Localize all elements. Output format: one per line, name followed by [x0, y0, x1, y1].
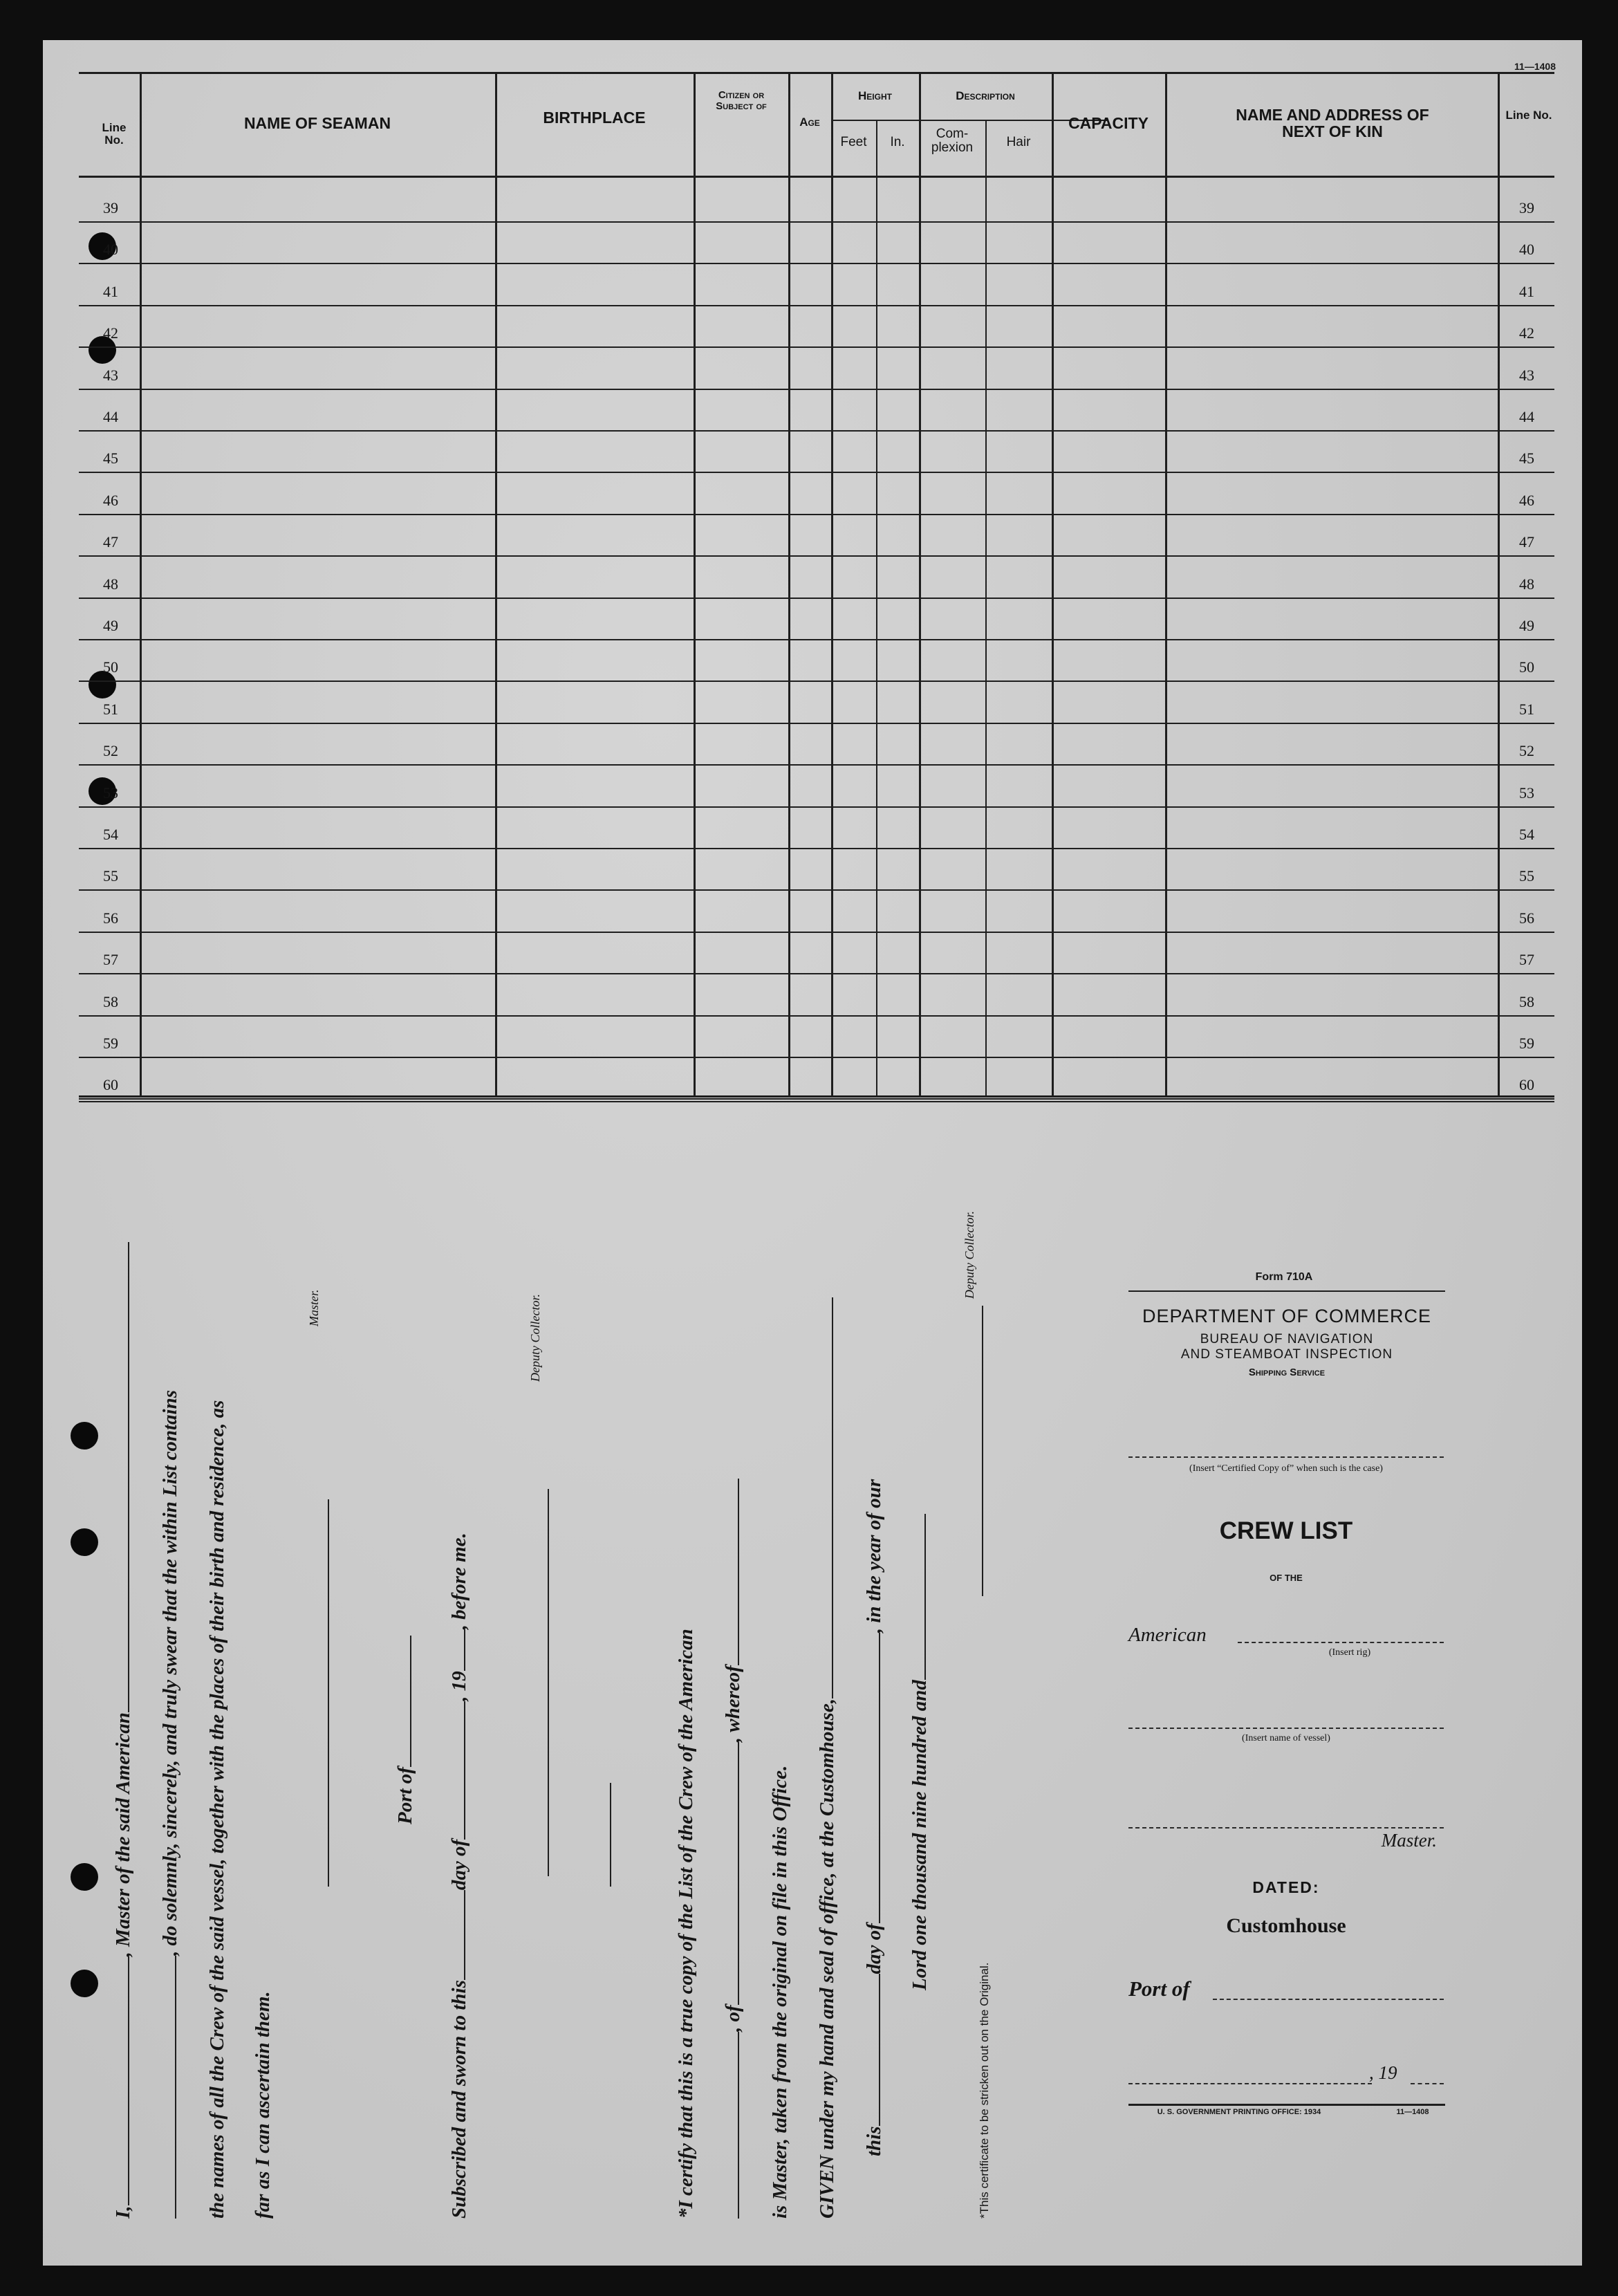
- line-number-left: 54: [103, 826, 118, 843]
- master-name-blank: [114, 1956, 129, 2205]
- line-number-right: 41: [1519, 283, 1534, 300]
- punch-hole: [71, 1528, 98, 1556]
- in-the-year-label: , in the year of our: [863, 1479, 885, 1633]
- line-number-left: 45: [103, 450, 118, 467]
- bureau-line-2: AND STEAMBOAT INSPECTION: [1180, 1347, 1393, 1362]
- form-710a: Form 710A: [1255, 1271, 1313, 1283]
- header-birthplace: BIRTHPLACE: [543, 109, 646, 127]
- table-row-line: [79, 598, 1554, 599]
- line-number-left: 43: [103, 367, 118, 384]
- day-of-label: day of: [448, 1839, 470, 1891]
- whereof-label: , whereof: [722, 1665, 744, 1743]
- port-of-cover-label: Port of: [1128, 1976, 1190, 2001]
- form-number-bottom: 11—1408: [1396, 2108, 1429, 2116]
- line-number-right: 49: [1519, 617, 1534, 634]
- american-label: American: [1128, 1624, 1207, 1646]
- line-number-left: 46: [103, 492, 118, 509]
- department-title: DEPARTMENT OF COMMERCE: [1142, 1306, 1432, 1326]
- oath-i: I,: [112, 2205, 134, 2219]
- line-number-left: 57: [103, 951, 118, 968]
- bureau-line-1: BUREAU OF NAVIGATION: [1200, 1332, 1374, 1346]
- line-number-right: 58: [1519, 993, 1534, 1010]
- table-row-line: [79, 806, 1554, 808]
- form-number: 11—1408: [1514, 61, 1556, 72]
- line-number-right: 51: [1519, 701, 1534, 718]
- date-line: [1128, 2083, 1372, 2084]
- line-number-left: 50: [103, 658, 118, 676]
- deputy-signature-line: [548, 1489, 549, 1876]
- certify-whereof-blank: [724, 1479, 739, 1665]
- certified-copy-line: [1128, 1456, 1444, 1458]
- oath-names-text: the names of all the Crew of the said vessel, together with the places of their birth and residence, as: [206, 1400, 228, 2219]
- line-number-right: 50: [1519, 658, 1534, 676]
- line-number-left: 59: [103, 1035, 118, 1052]
- header-citizen-or-subject: Citizen or Subject of: [716, 89, 767, 112]
- subscribed-year-blank: [450, 1629, 465, 1671]
- year-line: [1411, 2083, 1444, 2084]
- line-number-left: 52: [103, 742, 118, 759]
- masters-oath-block: [112, 1188, 1018, 2219]
- table-row-line: [79, 514, 1554, 515]
- line-number-right: 53: [1519, 784, 1534, 802]
- line-number-right: 52: [1519, 742, 1534, 759]
- table-row-line: [79, 1098, 1554, 1100]
- oath-ascertain-text: far as I can ascertain them.: [252, 1991, 274, 2219]
- header-complexion: Com- plexion: [931, 127, 974, 155]
- deputy-collector-label-2: Deputy Collector.: [963, 1211, 976, 1299]
- shipping-service: Shipping Service: [1248, 1367, 1326, 1378]
- given-month-blank: [865, 1633, 880, 1923]
- table-row-line: [79, 932, 1554, 933]
- rig-line: [1238, 1642, 1444, 1643]
- table-row-line: [79, 848, 1554, 849]
- line-number-right: 59: [1519, 1035, 1534, 1052]
- line-number-left: 55: [103, 867, 118, 885]
- table-row-line: [79, 1015, 1554, 1017]
- table-row-line: [79, 973, 1554, 974]
- insert-rig-note: (Insert rig): [1328, 1647, 1371, 1658]
- table-row-line: [79, 555, 1554, 557]
- indent-blank-2: [912, 1990, 926, 2219]
- certify-of-blank: [724, 1742, 739, 2005]
- line-number-left: 60: [103, 1076, 118, 1093]
- punch-hole: [71, 1422, 98, 1450]
- header-feet: Feet: [840, 135, 867, 149]
- line-number-right: 57: [1519, 951, 1534, 968]
- line-number-right: 56: [1519, 909, 1534, 927]
- line-number-right: 42: [1519, 324, 1534, 342]
- insert-certified-note: (Insert “Certified Copy of” when such is the case): [1189, 1463, 1383, 1474]
- subscribed-month-blank: [450, 1701, 465, 1840]
- table-row-line: [79, 639, 1554, 640]
- header-line-no: Line No.: [102, 121, 127, 147]
- punch-hole: [71, 1863, 98, 1891]
- vessel-name-blank: [161, 1956, 176, 2219]
- customhouse-blank: [818, 1297, 833, 1698]
- dated-label: DATED:: [1252, 1878, 1320, 1896]
- line-number-right: 47: [1519, 533, 1534, 550]
- master-signature-line: [328, 1499, 329, 1887]
- subscribed-day-blank: [450, 1890, 465, 1980]
- footnote: *This certificate to be stricken out on the Original.: [978, 1962, 991, 2219]
- table-row-line: [79, 764, 1554, 766]
- table-row-line: [79, 430, 1554, 432]
- line-number-left: 39: [103, 199, 118, 216]
- vessel-name-line: [1128, 1728, 1444, 1729]
- insert-vessel-note: (Insert name of vessel): [1242, 1733, 1330, 1743]
- year-19-label: , 19: [448, 1671, 470, 1701]
- given-day-blank: [865, 1974, 880, 2126]
- line-number-right: 46: [1519, 492, 1534, 509]
- line-number-left: 53: [103, 784, 118, 802]
- header-name-of-seaman: NAME OF SEAMAN: [243, 114, 391, 132]
- header-inches: In.: [890, 135, 905, 149]
- line-number-left: 40: [103, 241, 118, 258]
- day-of-label-2: day of: [863, 1923, 885, 1974]
- lord-text: Lord one thousand nine hundred and: [909, 1680, 931, 1990]
- header-description: Description: [956, 89, 1015, 102]
- header-hair: Hair: [1006, 135, 1031, 149]
- port-line: [1213, 1999, 1444, 2000]
- line-number-right: 48: [1519, 575, 1534, 593]
- table-row-line: [79, 346, 1554, 348]
- line-number-right: 43: [1519, 367, 1534, 384]
- table-row-line: [79, 889, 1554, 891]
- deputy-collector-label: Deputy Collector.: [528, 1294, 542, 1382]
- seal-line: [610, 1783, 611, 1887]
- line-number-left: 58: [103, 993, 118, 1010]
- printing-office: U. S. GOVERNMENT PRINTING OFFICE: 1934: [1157, 2108, 1321, 2116]
- deputy-signature-line-2: [982, 1306, 983, 1596]
- header-next-of-kin: NAME AND ADDRESS OF NEXT OF KIN: [1236, 106, 1429, 141]
- certify-text: *I certify that this is a true copy of the List of the Crew of the American: [675, 1629, 697, 2219]
- oath-master-of-american: , Master of the said American: [112, 1712, 134, 1957]
- of-the-label: OF THE: [1270, 1573, 1303, 1583]
- table-row-line: [79, 1057, 1554, 1058]
- header-line-no-right: Line No.: [1505, 109, 1552, 122]
- given-text: GIVEN under my hand and seal of office, at the Customhouse,: [816, 1698, 838, 2219]
- header-height: Height: [858, 89, 892, 102]
- master-label-cover: Master.: [1381, 1830, 1437, 1851]
- table-row-line: [79, 681, 1554, 682]
- is-master-text: is Master, taken from the original on file in this Office.: [769, 1765, 791, 2219]
- subscribed-text: Subscribed and sworn to this: [448, 1980, 470, 2219]
- given-year-blank: [911, 1514, 926, 1680]
- line-number-right: 44: [1519, 408, 1534, 425]
- table-row-line: [79, 263, 1554, 264]
- header-age: Age: [799, 115, 820, 129]
- port-of-blank: [396, 1636, 411, 1767]
- indent-blank: [866, 2156, 880, 2219]
- certify-vessel-blank: [724, 2032, 739, 2219]
- master-label: Master.: [307, 1289, 321, 1326]
- line-number-right: 40: [1519, 241, 1534, 258]
- line-number-left: 41: [103, 283, 118, 300]
- line-number-left: 48: [103, 575, 118, 593]
- before-me-label: , before me.: [448, 1533, 470, 1630]
- table-row-line: [79, 389, 1554, 390]
- oath-swear-text: , do solemnly, sincerely, and truly swear that the within List contains: [159, 1389, 181, 1956]
- line-number-right: 60: [1519, 1076, 1534, 1093]
- line-number-left: 44: [103, 408, 118, 425]
- table-row-line: [79, 472, 1554, 473]
- crew-list-form: [43, 40, 1582, 2266]
- line-number-right: 45: [1519, 450, 1534, 467]
- port-of-label: Port of: [394, 1767, 416, 1824]
- punch-hole: [71, 1970, 98, 1997]
- line-number-left: 56: [103, 909, 118, 927]
- line-number-left: 42: [103, 324, 118, 342]
- line-number-left: 49: [103, 617, 118, 634]
- this-label: this: [863, 2126, 885, 2156]
- line-number-right: 54: [1519, 826, 1534, 843]
- line-number-left: 47: [103, 533, 118, 550]
- header-capacity: CAPACITY: [1068, 114, 1149, 132]
- line-number-right: 39: [1519, 199, 1534, 216]
- table-row-line: [79, 305, 1554, 306]
- crew-list-title: CREW LIST: [1219, 1517, 1353, 1544]
- vessel-rig-blank: [114, 1242, 129, 1712]
- table-row-line: [79, 723, 1554, 724]
- table-row-line: [79, 221, 1554, 223]
- of-label: , of: [722, 2005, 744, 2032]
- year-19-cover: , 19: [1369, 2062, 1397, 2083]
- line-number-right: 55: [1519, 867, 1534, 885]
- customhouse-label: Customhouse: [1226, 1914, 1346, 1937]
- line-number-left: 51: [103, 701, 118, 718]
- master-line: [1128, 1827, 1444, 1829]
